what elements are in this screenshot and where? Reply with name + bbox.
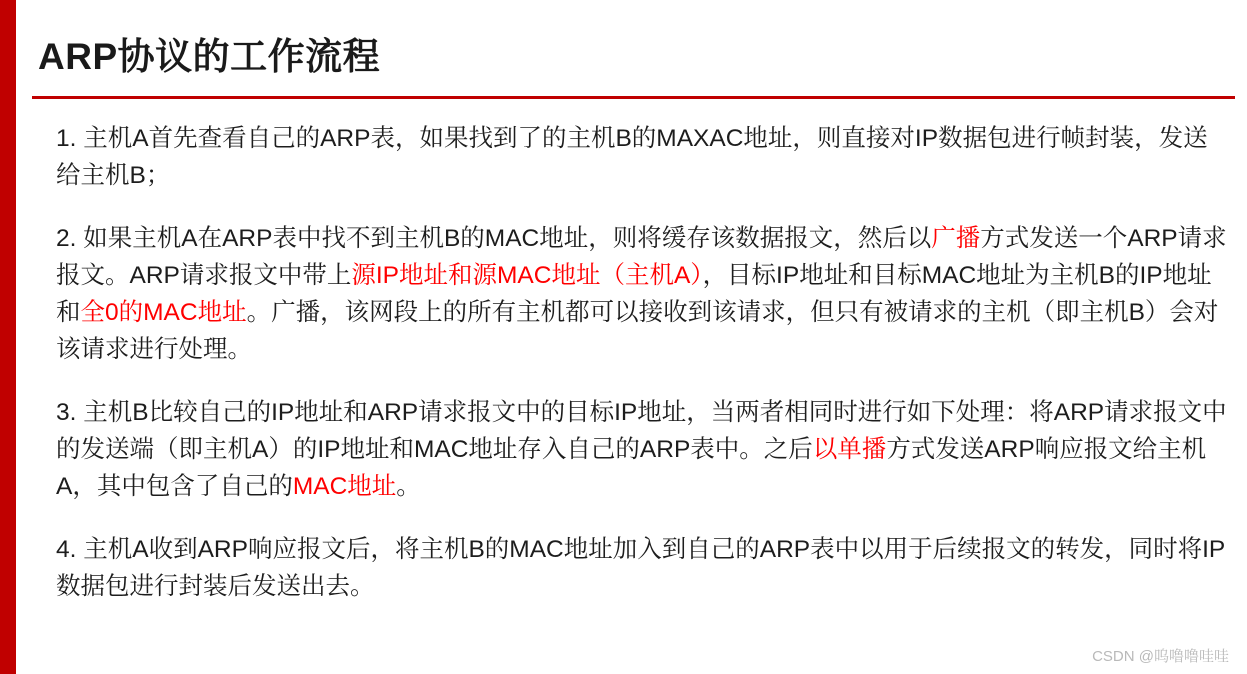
slide-content (16, 0, 1247, 674)
title-underline-rule (32, 96, 1235, 99)
text-run: 2. 如果主机A在ARP表中找不到主机B的MAC地址，则将缓存该数据报文，然后以 (56, 225, 932, 252)
paragraph-step-1 (56, 120, 1231, 194)
page-title: ARP协议的工作流程 (38, 36, 381, 77)
paragraph-step-3 (56, 394, 1231, 505)
text-run: 。 (396, 473, 421, 500)
text-run: 1. 主机A首先查看自己的ARP表，如果找到了的主机B的MAXAC地址，则直接对IP数据包进行帧封装，发送给主机B； (56, 125, 1208, 189)
highlighted-text-run: 源IP地址和源MAC地址（主机A） (351, 262, 703, 289)
watermark-label: CSDN @呜噜噜哇哇 (1092, 648, 1229, 665)
slide-body (56, 110, 1231, 631)
highlighted-text-run: MAC地址 (292, 473, 397, 500)
highlighted-text-run: 以单播 (812, 436, 887, 463)
text-run: 3. 主机B比较自己的IP地址和ARP请求报文中的目标IP地址，当两者相同时进行如下处理：将ARP请求报文中的发送端（即主机A）的IP地址和MAC地址存入自己的ARP表中。之后 (56, 399, 1227, 463)
text-run: ，目标IP地址和目标MAC地址为主机B的IP地址和 (56, 262, 1212, 326)
highlighted-text-run: 广播 (931, 225, 981, 252)
paragraph-step-4 (56, 531, 1231, 605)
text-run: 方式发送ARP响应报文给主机A，其中包含了自己的 (56, 436, 1207, 500)
text-run: 。广播，该网段上的所有主机都可以接收到该请求，但只有被请求的主机（即主机B）会对该请求进行处理。 (56, 299, 1219, 363)
text-run: 方式发送一个ARP请求报文。ARP请求报文中带上 (56, 225, 1227, 289)
highlighted-text-run: 全0的MAC地址 (80, 299, 247, 326)
text-run: 4. 主机A收到ARP响应报文后，将主机B的MAC地址加入到自己的ARP表中以用于后续报文的转发，同时将IP数据包进行封装后发送出去。 (56, 536, 1226, 600)
paragraph-step-2 (56, 220, 1231, 368)
left-accent-bar (0, 0, 16, 674)
